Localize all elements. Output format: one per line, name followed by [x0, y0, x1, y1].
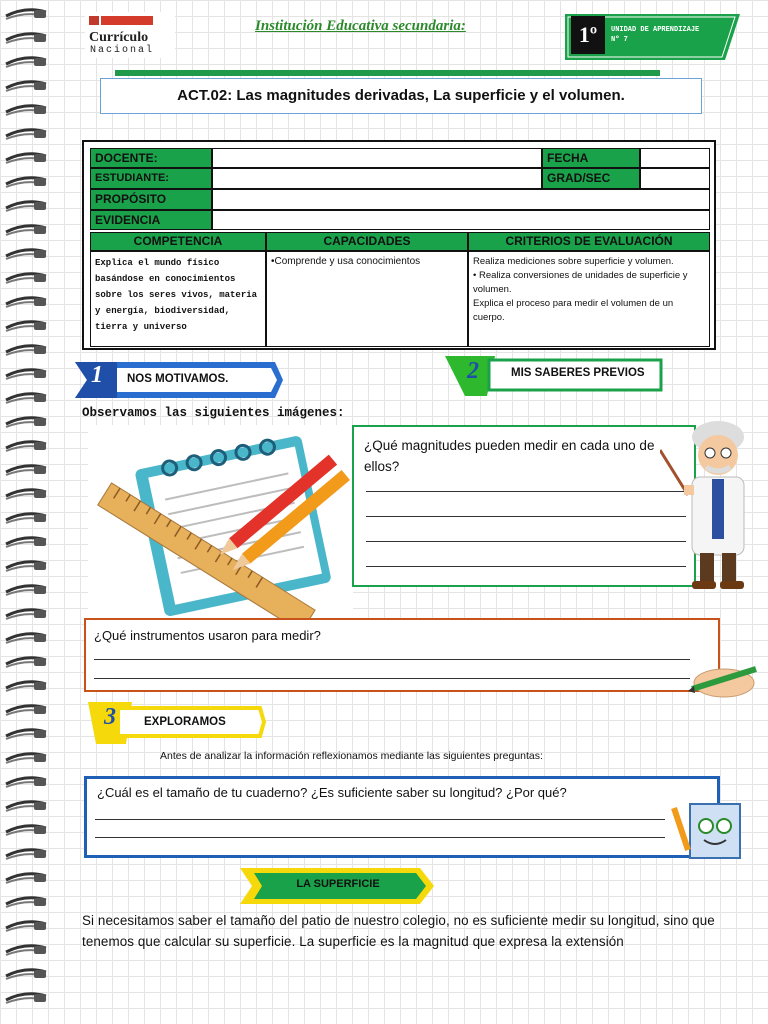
spiral-ring [4, 726, 48, 742]
curriculo-nacional-logo [85, 12, 175, 58]
section-2-title: MIS SABERES PREVIOS [511, 367, 645, 379]
activity-title: ACT.02: Las magnitudes derivadas, La superficie y el volumen. [100, 78, 702, 114]
section-3-number: 3 [104, 704, 116, 730]
docente-field[interactable] [212, 148, 542, 168]
logo-title: Currículo [89, 30, 149, 45]
section-3-title: EXPLORAMOS [144, 716, 226, 728]
label-gradsec: GRAD/SEC [542, 168, 640, 189]
question-3-text: ¿Cuál es el tamaño de tu cuaderno? ¿Es suficiente saber su longitud? ¿Por qué? [97, 785, 567, 800]
intro-text: Observamos las siguientes imágenes: [82, 406, 345, 420]
answer-line[interactable] [366, 491, 686, 492]
spiral-ring [4, 150, 48, 166]
spiral-ring [4, 654, 48, 670]
explore-intro: Antes de analizar la información reflexionamos mediante las siguientes preguntas: [160, 750, 543, 762]
spiral-ring [4, 390, 48, 406]
criterio-1: Realiza mediciones sobre superficie y volumen. [473, 256, 674, 267]
spiral-ring [4, 414, 48, 430]
evidencia-field[interactable] [212, 210, 710, 230]
spiral-ring [4, 774, 48, 790]
spiral-ring [4, 198, 48, 214]
spiral-ring [4, 102, 48, 118]
spiral-ring [4, 630, 48, 646]
spiral-ring [4, 702, 48, 718]
spiral-ring [4, 486, 48, 502]
spiral-ring [4, 30, 48, 46]
notepad-ruler-pencils-illustration [88, 425, 353, 625]
label-proposito: PROPÓSITO [90, 189, 212, 210]
criterio-3: Explica el proceso para medir el volumen de un cuerpo. [473, 298, 674, 323]
spiral-ring [4, 534, 48, 550]
answer-line[interactable] [366, 516, 686, 517]
spiral-ring [4, 942, 48, 958]
spiral-ring [4, 990, 48, 1006]
logo-subtitle: Nacional [90, 45, 155, 56]
peru-flag-icon [89, 16, 99, 25]
grade-number: 1º [571, 16, 605, 54]
spiral-ring [4, 510, 48, 526]
label-estudiante: ESTUDIANTE: [90, 168, 212, 189]
spiral-ring [4, 126, 48, 142]
spiral-ring [4, 870, 48, 886]
unit-badge [565, 14, 740, 60]
question-2-box [84, 618, 720, 692]
answer-line[interactable] [95, 837, 665, 838]
spiral-ring [4, 918, 48, 934]
proposito-field[interactable] [212, 189, 710, 210]
spiral-ring [4, 606, 48, 622]
spiral-ring [4, 894, 48, 910]
answer-line[interactable] [94, 659, 690, 660]
spiral-ring [4, 318, 48, 334]
notebook-character-icon [668, 798, 748, 864]
minedu-badge [101, 16, 153, 25]
unit-number: Nº 7 [611, 36, 628, 44]
section-3-banner [88, 700, 266, 746]
spiral-ring [4, 270, 48, 286]
la-superficie-title: LA SUPERFICIE [296, 878, 380, 890]
question-1-box [352, 425, 696, 587]
section-1-number: 1 [91, 362, 103, 388]
criterios-cell [468, 251, 710, 347]
spiral-ring [4, 246, 48, 262]
section-1-banner [75, 360, 285, 400]
section-2-banner [445, 354, 663, 398]
spiral-ring [4, 342, 48, 358]
spiral-ring [4, 462, 48, 478]
spiral-ring [4, 846, 48, 862]
spiral-ring [4, 678, 48, 694]
spiral-ring [4, 294, 48, 310]
label-evidencia: EVIDENCIA [90, 210, 212, 230]
spiral-ring [4, 558, 48, 574]
activity-form [82, 140, 716, 350]
spiral-ring [4, 582, 48, 598]
spiral-ring [4, 438, 48, 454]
question-2-text: ¿Qué instrumentos usaron para medir? [94, 628, 321, 643]
section-2-number: 2 [467, 358, 479, 384]
header-criterios: CRITERIOS DE EVALUACIÓN [468, 232, 710, 251]
fecha-field[interactable] [640, 148, 710, 168]
answer-line[interactable] [95, 819, 665, 820]
la-superficie-banner [240, 866, 436, 906]
spiral-ring [4, 822, 48, 838]
question-1-text: ¿Qué magnitudes pueden medir en cada uno de ellos? [364, 438, 655, 474]
spiral-ring [4, 798, 48, 814]
criterio-2: • Realiza conversiones de unidades de superficie y volumen. [473, 270, 688, 295]
spiral-ring [4, 54, 48, 70]
capacidades-text: •Comprende y usa conocimientos [266, 251, 468, 347]
spiral-ring [4, 174, 48, 190]
hand-writing-icon [686, 655, 762, 701]
header-capacidades: CAPACIDADES [266, 232, 468, 251]
spiral-ring [4, 966, 48, 982]
estudiante-field[interactable] [212, 168, 542, 189]
question-3-box [84, 776, 720, 858]
header-divider [115, 70, 660, 76]
label-fecha: FECHA [542, 148, 640, 168]
answer-line[interactable] [366, 541, 686, 542]
spiral-ring [4, 78, 48, 94]
school-title: Institución Educativa secundaria: [255, 18, 466, 34]
answer-line[interactable] [94, 678, 690, 679]
notebook-spiral [0, 0, 52, 1024]
competencia-text: Explica el mundo físico basándose en conocimientos sobre los seres vivos, materia y energía, biodiversidad, tierra y universo [90, 251, 266, 347]
header-competencia: COMPETENCIA [90, 232, 266, 251]
answer-line[interactable] [366, 566, 686, 567]
spiral-ring [4, 222, 48, 238]
section-1-title: NOS MOTIVAMOS. [127, 373, 229, 385]
professor-illustration [660, 415, 760, 595]
spiral-ring [4, 366, 48, 382]
superficie-paragraph: Si necesitamos saber el tamaño del patio de nuestro colegio, no es suficiente medir su longitud, sino que tenemos que calcular su superficie. La superficie es la magnitud que expresa la extensión [82, 913, 715, 949]
spiral-ring [4, 6, 48, 22]
unit-label: UNIDAD DE APRENDIZAJE [611, 26, 700, 34]
spiral-ring [4, 750, 48, 766]
label-docente: DOCENTE: [90, 148, 212, 168]
gradsec-field[interactable] [640, 168, 710, 189]
